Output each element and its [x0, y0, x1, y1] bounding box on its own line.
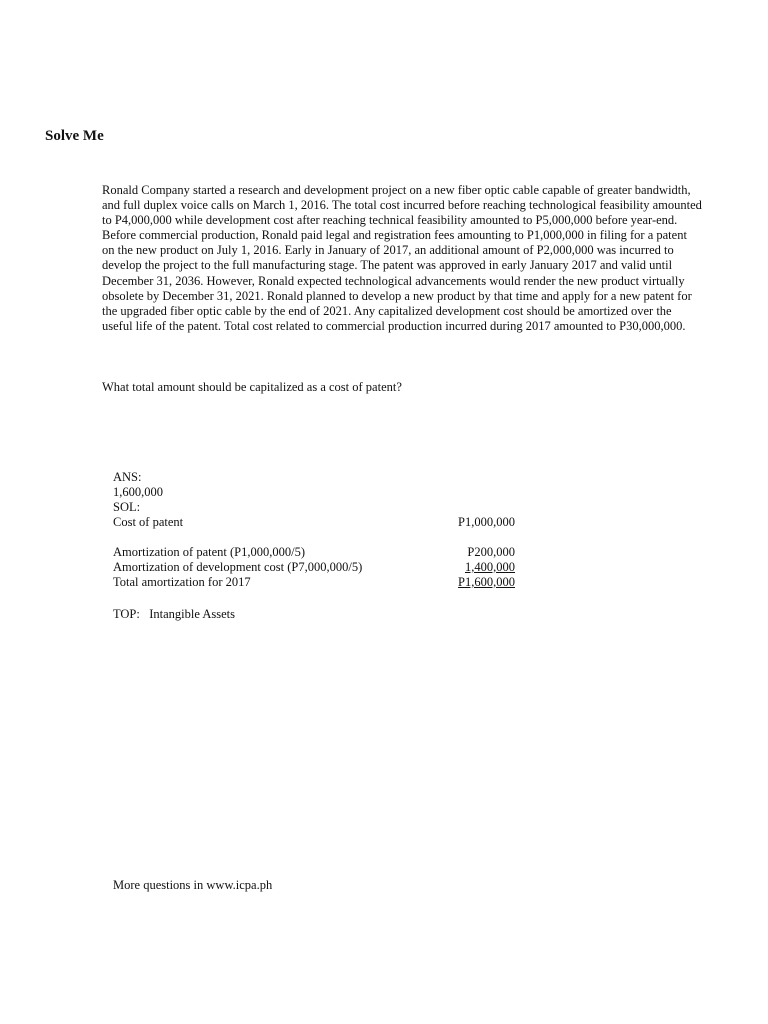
total-amort-row	[113, 575, 523, 590]
footer-text: More questions in www.icpa.ph	[113, 878, 273, 892]
sol-label-line	[113, 500, 523, 515]
page-title: Solve Me	[45, 128, 104, 144]
amort-dev-label: Amortization of development cost (P7,000,000/5)	[113, 560, 363, 574]
total-amort-label: Total amortization for 2017	[113, 575, 251, 589]
topic-row	[113, 607, 523, 622]
ans-value-line	[113, 485, 523, 500]
amort-patent-label: Amortization of patent (P1,000,000/5)	[113, 545, 305, 559]
cost-of-patent-row	[113, 515, 523, 530]
cost-of-patent-amount: P1,000,000	[458, 515, 515, 529]
problem-statement: Ronald Company started a research and development project on a new fiber optic cable capable of greater bandwidth, and full duplex voice calls on March 1, 2016. The total cost incurred before reaching technological feasibility amounted to P4,000,000 while development cost after reaching technical feasibility amounted to P5,000,000 before year-end. Before commercial production, Ronald paid legal and registration fees amounting to P1,000,000 in filing for a patent on the new product on July 1, 2016. Early in January of 2017, an additional amount of P2,000,000 was incurred to develop the project to the full manufacturing stage. The patent was approved in early January 2017 and valid until December 31, 2036. However, Ronald expected technological advancements would render the new product virtually obsolete by December 31, 2021. Ronald planned to develop a new product by that time and apply for a new patent for the upgraded fiber optic cable by the end of 2021. Any capitalized development cost should be amortized over the useful life of the patent. Total cost related to commercial production incurred during 2017 amounted to P30,000,000.	[102, 183, 702, 333]
amort-patent-amount: P200,000	[467, 545, 515, 559]
total-amort-amount: P1,600,000	[458, 575, 515, 589]
topic-label: TOP: Intangible Assets	[113, 607, 235, 621]
amort-dev-amount: 1,400,000	[465, 560, 515, 574]
sol-label: SOL:	[113, 500, 141, 514]
amort-dev-row	[113, 560, 523, 575]
cost-of-patent-label: Cost of patent	[113, 515, 184, 529]
ans-value: 1,600,000	[113, 485, 163, 499]
ans-label-line	[113, 470, 523, 485]
spacer	[113, 530, 523, 545]
ans-label: ANS:	[113, 470, 142, 484]
question-text: What total amount should be capitalized as a cost of patent?	[102, 380, 402, 394]
answer-section	[113, 470, 523, 622]
amort-patent-row	[113, 545, 523, 560]
